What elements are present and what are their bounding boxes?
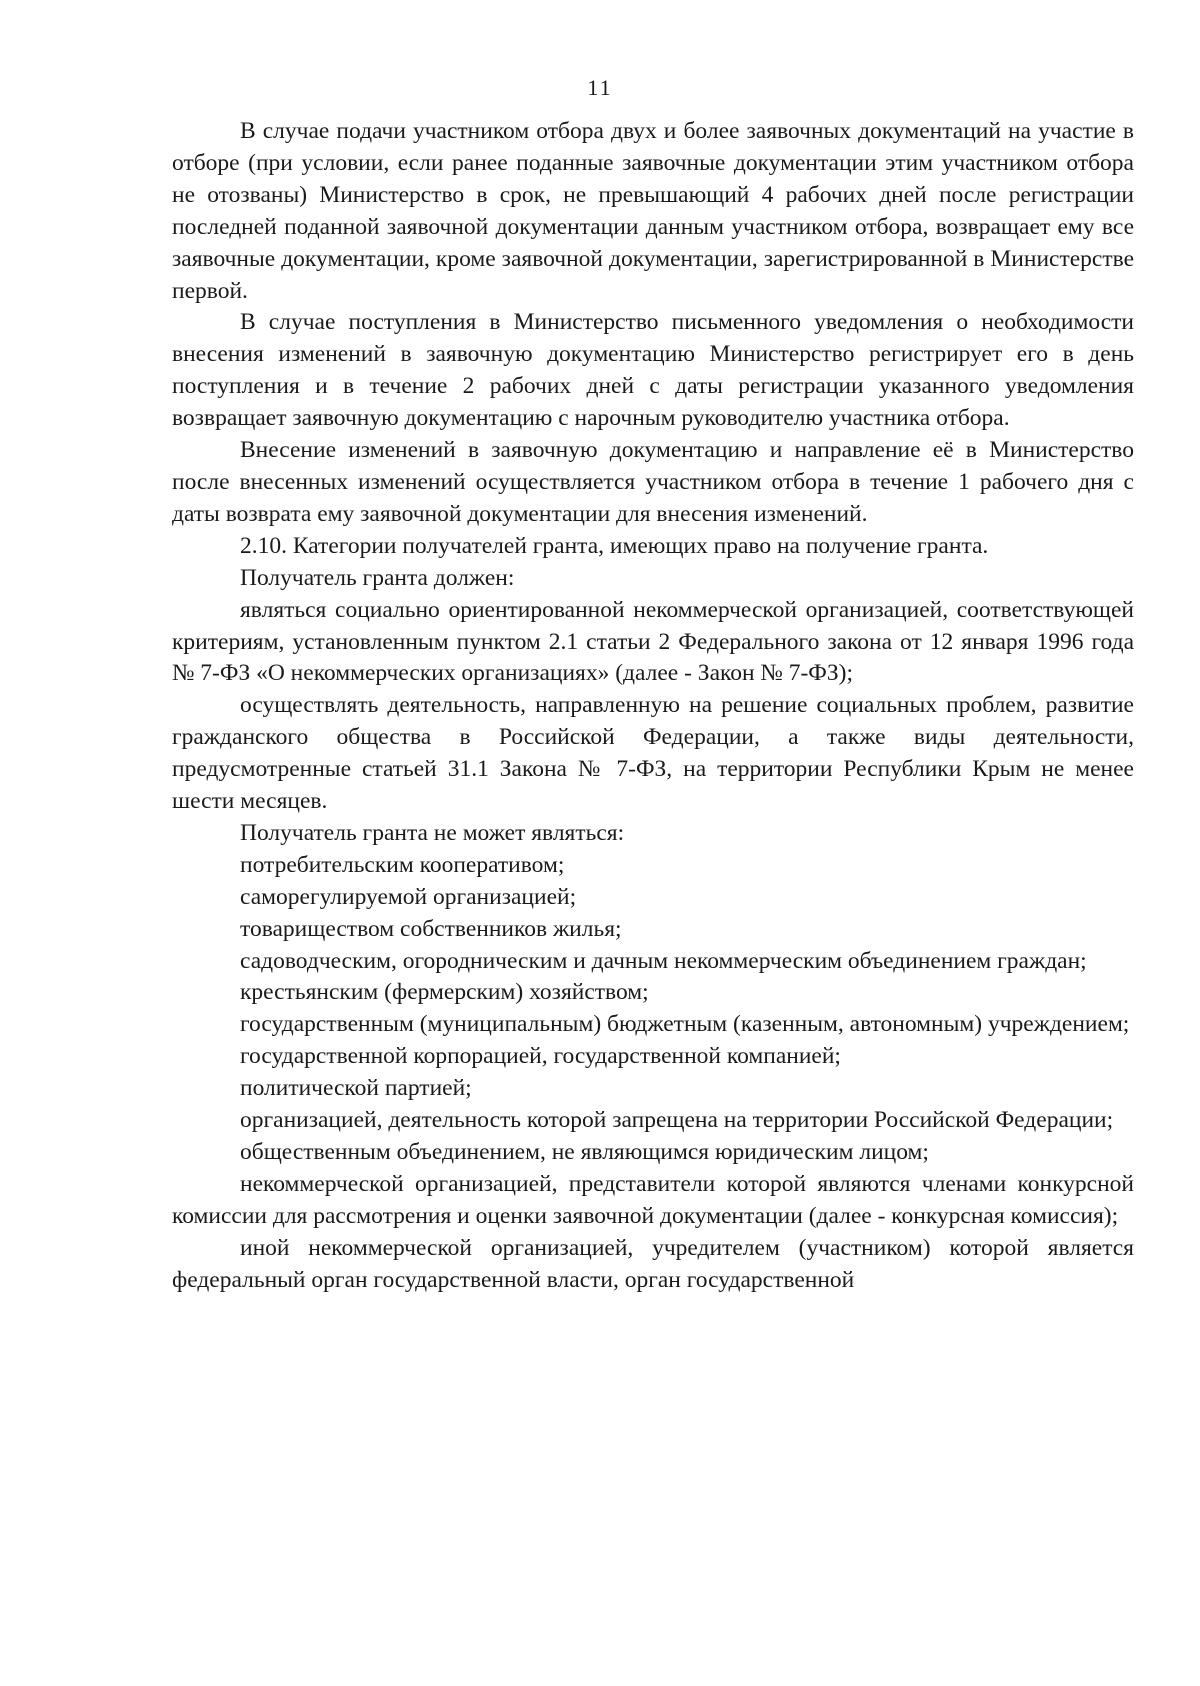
document-body [172, 116, 1134, 1297]
list-item: государственной корпорацией, государственной компанией; [240, 1043, 841, 1070]
list-item: крестьянским (фермерским) хозяйством; [240, 979, 649, 1006]
paragraph: Получатель гранта не может являться: [240, 819, 625, 846]
list-item: садоводческим, огородническим и дачным некоммерческим объединением граждан; [240, 947, 1087, 974]
list-item: общественным объединением, не являющимся юридическим лицом; [240, 1139, 929, 1165]
paragraph: Получатель гранта должен: [240, 564, 515, 591]
paragraph: Внесение изменений в заявочную документацию и направление её в Министерство после внесенных изменений осуществляется участником отбора в течение 1 рабочего дня с даты возврата ему заявочной документации для внесения изменений. [172, 437, 1134, 527]
section-heading: 2.10. Категории получателей гранта, имеющих право на получение гранта. [240, 532, 989, 559]
list-item: государственным (муниципальным) бюджетным (казенным, автономным) учреждением; [240, 1011, 1130, 1038]
paragraph: В случае подачи участником отбора двух и более заявочных документаций на участие в отборе (при условии, если ранее поданные заявочные документации этим участником отбора не отозваны) Министерство в срок, не превышающий 4 рабочих дней после регистрации последней поданной заявочной документации данным участником отбора, возвращает ему все заявочные документации, кроме заявочной документации, зарегистрированной в Министерстве первой. [172, 118, 1134, 304]
paragraph: являться социально ориентированной некоммерческой организацией, соответствующей критериям, установленным пунктом 2.1 статьи 2 Федерального закона от 12 января 1996 года № 7-ФЗ «О некоммерческих организациях» (далее - Закон № 7-ФЗ); [172, 596, 1134, 687]
list-item: потребительским кооперативом; [240, 851, 565, 878]
list-item: саморегулируемой организацией; [240, 883, 577, 910]
page-number: 11 [587, 75, 613, 100]
list-item: иной некоммерческой организацией, учредителем (участником) которой является федеральный орган государственной власти, орган государственной [172, 1234, 1134, 1293]
list-item: некоммерческой организацией, представители которой являются членами конкурсной комиссии для рассмотрения и оценки заявочной документации (далее - конкурсная комиссия); [172, 1170, 1134, 1229]
list-item: организацией, деятельность которой запрещена на территории Российской Федерации; [240, 1107, 1114, 1134]
paragraph: осуществлять деятельность, направленную на решение социальных проблем, развитие гражданского общества в Российской Федерации, а также виды деятельности, предусмотренные статьей 31.1 Закона № 7-ФЗ, на территории Республики Крым не менее шести месяцев. [172, 692, 1134, 815]
list-item: товариществом собственников жилья; [240, 915, 622, 942]
list-item: политической партией; [240, 1075, 472, 1102]
paragraph: В случае поступления в Министерство письменного уведомления о необходимости внесения изменений в заявочную документацию Министерство регистрирует его в день поступления и в течение 2 рабочих дней с даты регистрации указанного уведомления возвращает заявочную документацию с нарочным руководителю участника отбора. [172, 309, 1134, 432]
